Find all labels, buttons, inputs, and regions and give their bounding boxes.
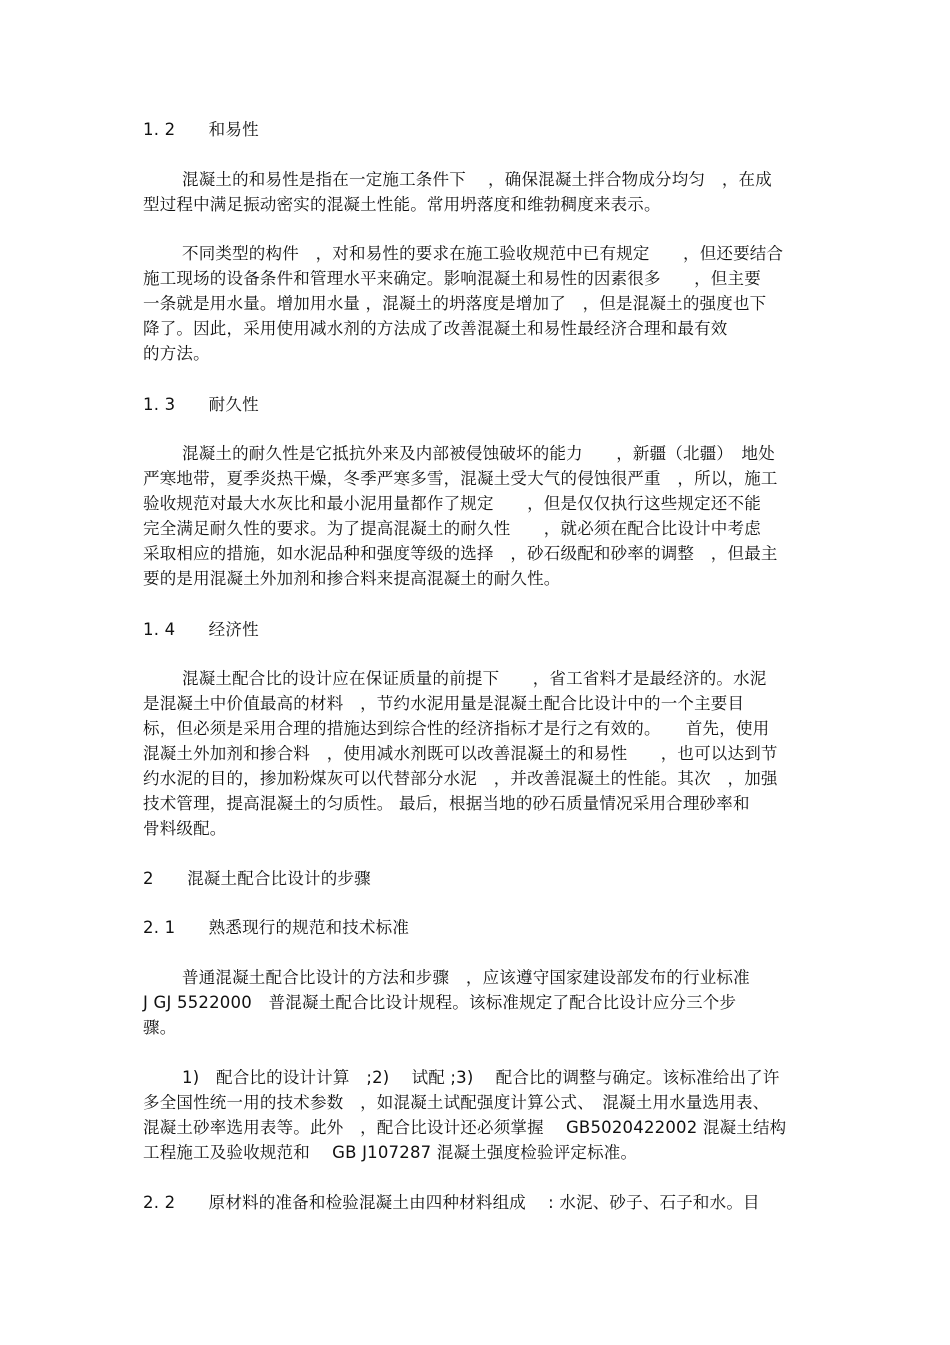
paragraph-line: 1) 配合比的设计计算 ;2) 试配 ;3) 配合比的调整与确定。该标准给出了许 — [182, 1068, 780, 1087]
paragraph-line: 采取相应的措施，如水泥品种和强度等级的选择 ，砂石级配和砂率的调整 ，但最主 — [143, 544, 778, 563]
paragraph-line: 的方法。 — [143, 344, 210, 363]
paragraph-line: 技术管理，提高混凝土的匀质性。 最后，根据当地的砂石质量情况采用合理砂率和 — [143, 794, 750, 813]
paragraph-line: 不同类型的构件 ，对和易性的要求在施工验收规范中已有规定 ，但还要结合 — [182, 244, 784, 263]
paragraph-line: 骨料级配。 — [143, 819, 227, 838]
paragraph-line: 验收规范对最大水灰比和最小泥用量都作了规定 ，但是仅仅执行这些规定还不能 — [143, 494, 761, 513]
paragraph-line: 要的是用混凝土外加剂和掺合料来提高混凝土的耐久性。 — [143, 569, 561, 588]
paragraph-line: 混凝土的耐久性是它抵抗外来及内部被侵蚀破坏的能力 ，新疆（北疆） 地处 — [182, 444, 775, 463]
paragraph-line: 工程施工及验收规范和 GB J107287 混凝土强度检验评定标准。 — [143, 1143, 638, 1162]
paragraph-line: 骤。 — [143, 1018, 177, 1037]
paragraph-line: 约水泥的目的，掺加粉煤灰可以代替部分水泥 ，并改善混凝土的性能。其次 ，加强 — [143, 769, 778, 788]
paragraph-line: 混凝土砂率选用表等。此外 ，配合比设计还必须掌握 GB5020422002 混凝土结构 — [143, 1118, 787, 1137]
section-heading-2-2: 2. 2 原材料的准备和检验混凝土由四种材料组成 : 水泥、砂子、石子和水。目 — [143, 1193, 760, 1212]
paragraph-line: 严寒地带，夏季炎热干燥，冬季严寒多雪，混凝土受大气的侵蚀很严重 ，所以，施工 — [143, 469, 778, 488]
paragraph-line: 标，但必须是采用合理的措施达到综合性的经济指标才是行之有效的。 首先，使用 — [143, 719, 770, 738]
section-heading-1-3: 1. 3 耐久性 — [143, 395, 259, 414]
paragraph-line: 型过程中满足振动密实的混凝土性能。常用坍落度和维勃稠度来表示。 — [143, 195, 661, 214]
section-heading-1-2: 1. 2 和易性 — [143, 120, 259, 139]
paragraph-line: 降了。因此，采用使用减水剂的方法成了改善混凝土和易性最经济合理和最有效 — [143, 319, 728, 338]
paragraph-line: 普通混凝土配合比设计的方法和步骤 ，应该遵守国家建设部发布的行业标准 — [182, 968, 750, 987]
section-heading-2: 2 混凝土配合比设计的步骤 — [143, 869, 371, 888]
paragraph-line: 施工现场的设备条件和管理水平来确定。影响混凝土和易性的因素很多 ，但主要 — [143, 269, 761, 288]
paragraph-line: 一条就是用水量。增加用水量 ，混凝土的坍落度是增加了 ，但是混凝土的强度也下 — [143, 294, 767, 313]
paragraph-line: 完全满足耐久性的要求。为了提高混凝土的耐久性 ，就必须在配合比设计中考虑 — [143, 519, 761, 538]
section-heading-1-4: 1. 4 经济性 — [143, 620, 259, 639]
paragraph-line: J GJ 5522000 普混凝土配合比设计规程。该标准规定了配合比设计应分三个步 — [143, 993, 737, 1012]
paragraph-line: 混凝土外加剂和掺合料 ，使用减水剂既可以改善混凝土的和易性 ，也可以达到节 — [143, 744, 778, 763]
paragraph-line: 混凝土的和易性是指在一定施工条件下 ，确保混凝土拌合物成分均匀 ，在成 — [182, 170, 772, 189]
paragraph-line: 多全国性统一用的技术参数 ，如混凝土试配强度计算公式、 混凝土用水量选用表、 — [143, 1093, 770, 1112]
paragraph-line: 是混凝土中价值最高的材料 ，节约水泥用量是混凝土配合比设计中的一个主要目 — [143, 694, 745, 713]
section-heading-2-1: 2. 1 熟悉现行的规范和技术标准 — [143, 918, 410, 937]
paragraph-line: 混凝土配合比的设计应在保证质量的前提下 ，省工省料才是最经济的。水泥 — [182, 669, 767, 688]
